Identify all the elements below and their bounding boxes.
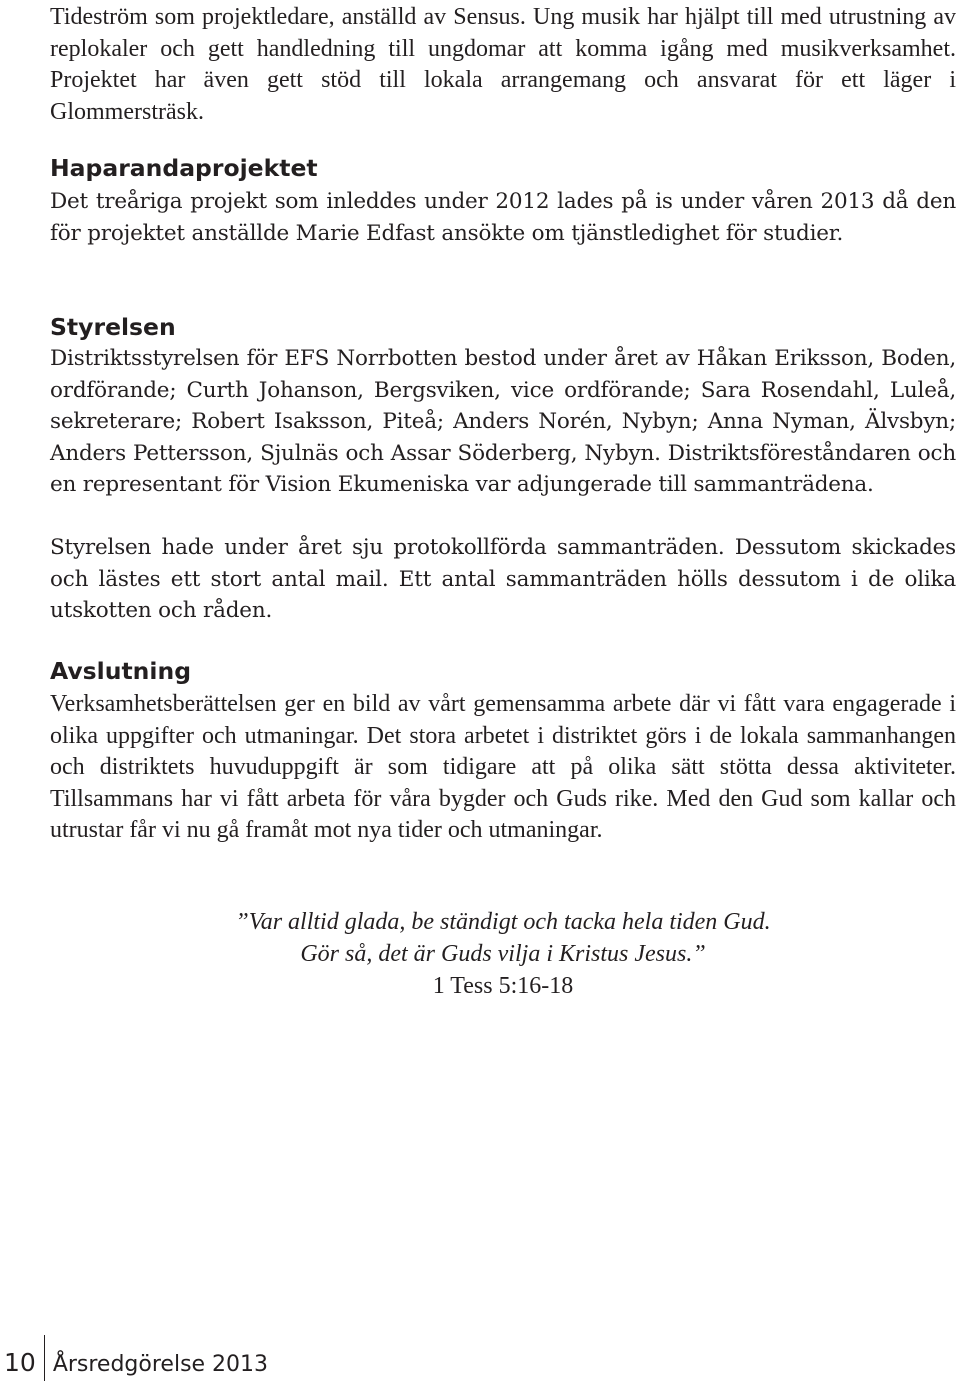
styrelsen-heading: Styrelsen [50, 313, 176, 341]
quote-line-2: Gör så, det är Guds vilja i Kristus Jesus.” [300, 941, 706, 967]
avslutning-paragraph: Verksamhetsberättelsen ger en bild av vårt gemensamma arbete där vi fått vara engagerade i olika uppgifter och utmaningar. Det stora arbetet i distriktet görs i de lokala sammanhangen och distriktets huvuduppgift är som tidigare att på olika sätt stötta dessa aktiviteter. Tillsammans har vi fått arbeta för våra bygder och Guds rike. Med den Gud som kallar och utrustar får vi nu gå framåt mot nya tider och utmaningar. [50, 691, 956, 844]
quote-line-1: ”Var alltid glada, be ständigt och tacka hela tiden Gud. [235, 909, 771, 935]
bible-quote [100, 906, 906, 1002]
intro-paragraph: Tideström som projektledare, anställd av Sensus. Ung musik har hjälpt till med utrustning av replokaler och gett handledning till ungdomar att komma igång med musikverksamhet. Projektet har även gett stöd till lokala arrangemang och ansvarat för ett läger i Glommersträsk. [50, 4, 956, 125]
avslutning-heading: Avslutning [50, 657, 192, 685]
footer-title: Årsredgörelse 2013 [52, 1352, 269, 1377]
haparanda-paragraph: Det treåriga projekt som inleddes under 2012 lades på is under våren 2013 då den för projektet anställde Marie Edfast ansökte om tjänstledighet för studier. [50, 189, 956, 246]
quote-reference: 1 Tess 5:16-18 [432, 973, 574, 999]
styrelsen-paragraph-1: Distriktsstyrelsen för EFS Norrbotten bestod under året av Håkan Eriksson, Boden, ordförande; Curth Johanson, Bergsviken, vice ordförande; Sara Rosendahl, Luleå, sekreterare; Robert Isaksson, Piteå; Anders Norén, Nybyn; Anna Nyman, Älvsbyn; Anders Pettersson, Sjulnäs och Assar Söderberg, Nybyn. Distriktsföreståndaren och en representant för Vision Ekumeniska var adjungerade till sammanträdena. [50, 346, 956, 498]
styrelsen-paragraph-2: Styrelsen hade under året sju protokollförda sammanträden. Dessutom skickades och lästes ett stort antal mail. Ett antal sammanträden hölls dessutom i de olika utskotten och råden. [50, 535, 956, 624]
page-footer [4, 1349, 268, 1379]
footer-divider [44, 1335, 45, 1381]
haparanda-heading: Haparandaprojektet [50, 154, 318, 182]
page-number: 10 [4, 1348, 36, 1377]
